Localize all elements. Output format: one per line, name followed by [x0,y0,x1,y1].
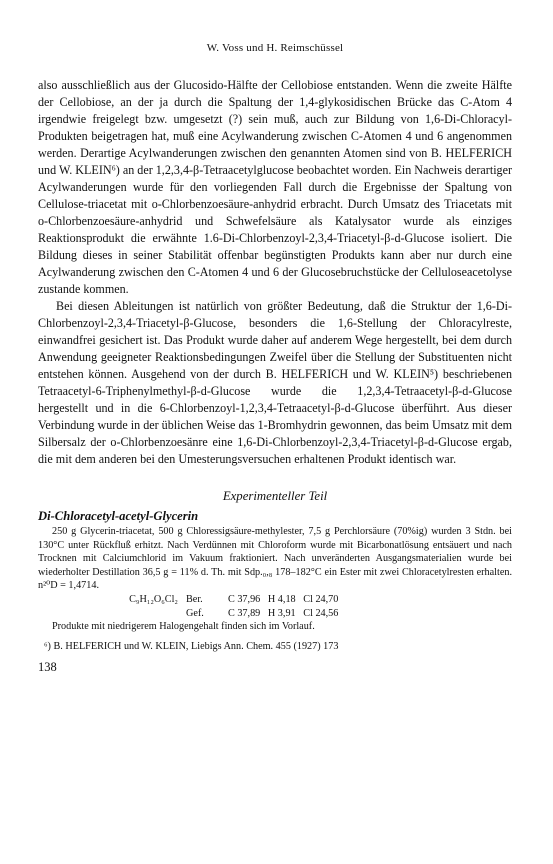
page [38,42,512,675]
closing-note-block [38,620,512,634]
running-header: W. Voss und H. Reimschüssel [206,42,344,54]
paragraph-2: Bei diesen Ableitungen ist natürlich von größter Bedeutung, daß die Struktur der 1,6-Di-Chlorbenzoyl-2,3,4-Triacetyl-β-Glucose, besonders die 1,6-Stellung der Chloracylreste, einwandfrei gesichert ist. Das Produkt wurde daher auf anderem Wege hergestellt, bei dem durch Anwendung geeigneter Reaktionsbedingungen Zweifel über die Stellung der Substituenten nicht entstehen können. Ausgehend von der durch B. HELFERICH und W. KLEIN⁵) beschriebenen Tetraacetyl-6-Triphenylmethyl-β-d-Glucose wurde die 1,2,3,4-Tetraacetyl-β-d-Glucose hergestellt und in die 6-Chlorbenzoyl-1,2,3,4-Tetraacetyl-β-d-Glucose überführt. Aus dieser Verbindung wurde in der üblichen Weise das 1-Bromhydrin gewonnen, das beim Umsatz mit dem Silbersalz der o-Chlorbenzoesänre eine 1,6-Di-Chlorbenzoyl-2,3,4-Triacetyl-β-d-Glucose ergab, die mit dem anderen bei den Umesterungsversuchen erhaltenen Produkt identisch war. [38,299,512,466]
calc-label: Ber. [186,593,203,605]
closing-note: Produkte mit niedrigerem Halogengehalt finden sich im Vorlauf. [52,621,315,633]
found-values: C 37,89 H 3,91 Cl 24,56 [228,607,339,619]
experimental-text [38,525,512,593]
main-text [38,77,512,468]
calc-values: C 37,96 H 4,18 Cl 24,70 [228,593,339,605]
experimental-paragraph: 250 g Glycerin-triacetat, 500 g Chloressigsäure-methylester, 7,5 g Perchlorsäure (70%ig) wurden 3 Stdn. bei 130°C unter Rückfluß erhitzt. Nach Verdünnen mit Chloroform wurde mit Bicarbonatlösung entsäuert und nach Trocknen mit Calciumchlorid im Vakuum fraktioniert. Nach unveränderten Ausgangsmaterialien wurde bei wiederholter Destillation 36,5 g = 11% d. Th. mit Sdp.₀,₈ 178–182°C ein Ester mit zwei Chloracetylresten erhalten. n²⁰D = 1,4714. [38,526,512,592]
elemental-analysis [38,593,512,620]
compound-formula: C₉H₁₂O₆Cl₂ [129,593,178,605]
section-title: Experimenteller Teil [222,489,328,503]
page-number: 138 [38,660,57,675]
subsection-title: Di-Chloracetyl-acetyl-Glycerin [38,509,199,523]
footnote: ⁶) B. HELFERICH und W. KLEIN, Liebigs Ann. Chem. 455 (1927) 173 [44,640,339,652]
paragraph-1: also ausschließlich aus der Glucosido-Hälfte der Cellobiose entstanden. Wenn die zweite Hälfte der Cellobiose, an der ja durch die Spaltung der 1,4-glykosidischen Brücke das C-Atom 4 irgendwie freigelegt bzw. umgesetzt (?) sein muß, auch zur Bildung von 1,6-Di-Chloracyl-Produkten beigetragen hat, muß eine Acylwanderung zwischen C-Atomen 4 und 6 angenommen werden. Derartige Acylwanderungen zwischen den genannten Atomen sind von B. HELFERICH und W. KLEIN⁶) an der 1,2,3,4-β-Tetraacetylglucose beobachtet worden. Ein Nachweis derartiger Acylwanderungen wurde für den vorliegenden Fall durch die Ergebnisse der Spaltung von Cellulose-triacetat mit o-Chlorbenzoesäure-anhydrid erbracht. Durch Umsatz des Triacetats mit o-Chlorbenzoesäure-anhydrid und Schwefelsäure als Katalysator wurde als einziges Reaktionsprodukt die erwähnte 1.6-Di-Chlorbenzoyl-2,3,4-Triacetyl-β-d-Glucose isoliert. Die Bildung dieses in seiner Stabilität offenbar begünstigten Produkts kann aber nur durch eine Acylwanderung zwischen den C-Atomen 4 und 6 der Glucosebruchstücke der Celluloseacetolyse zustande kommen. [38,78,512,296]
found-label: Gef. [186,607,204,619]
